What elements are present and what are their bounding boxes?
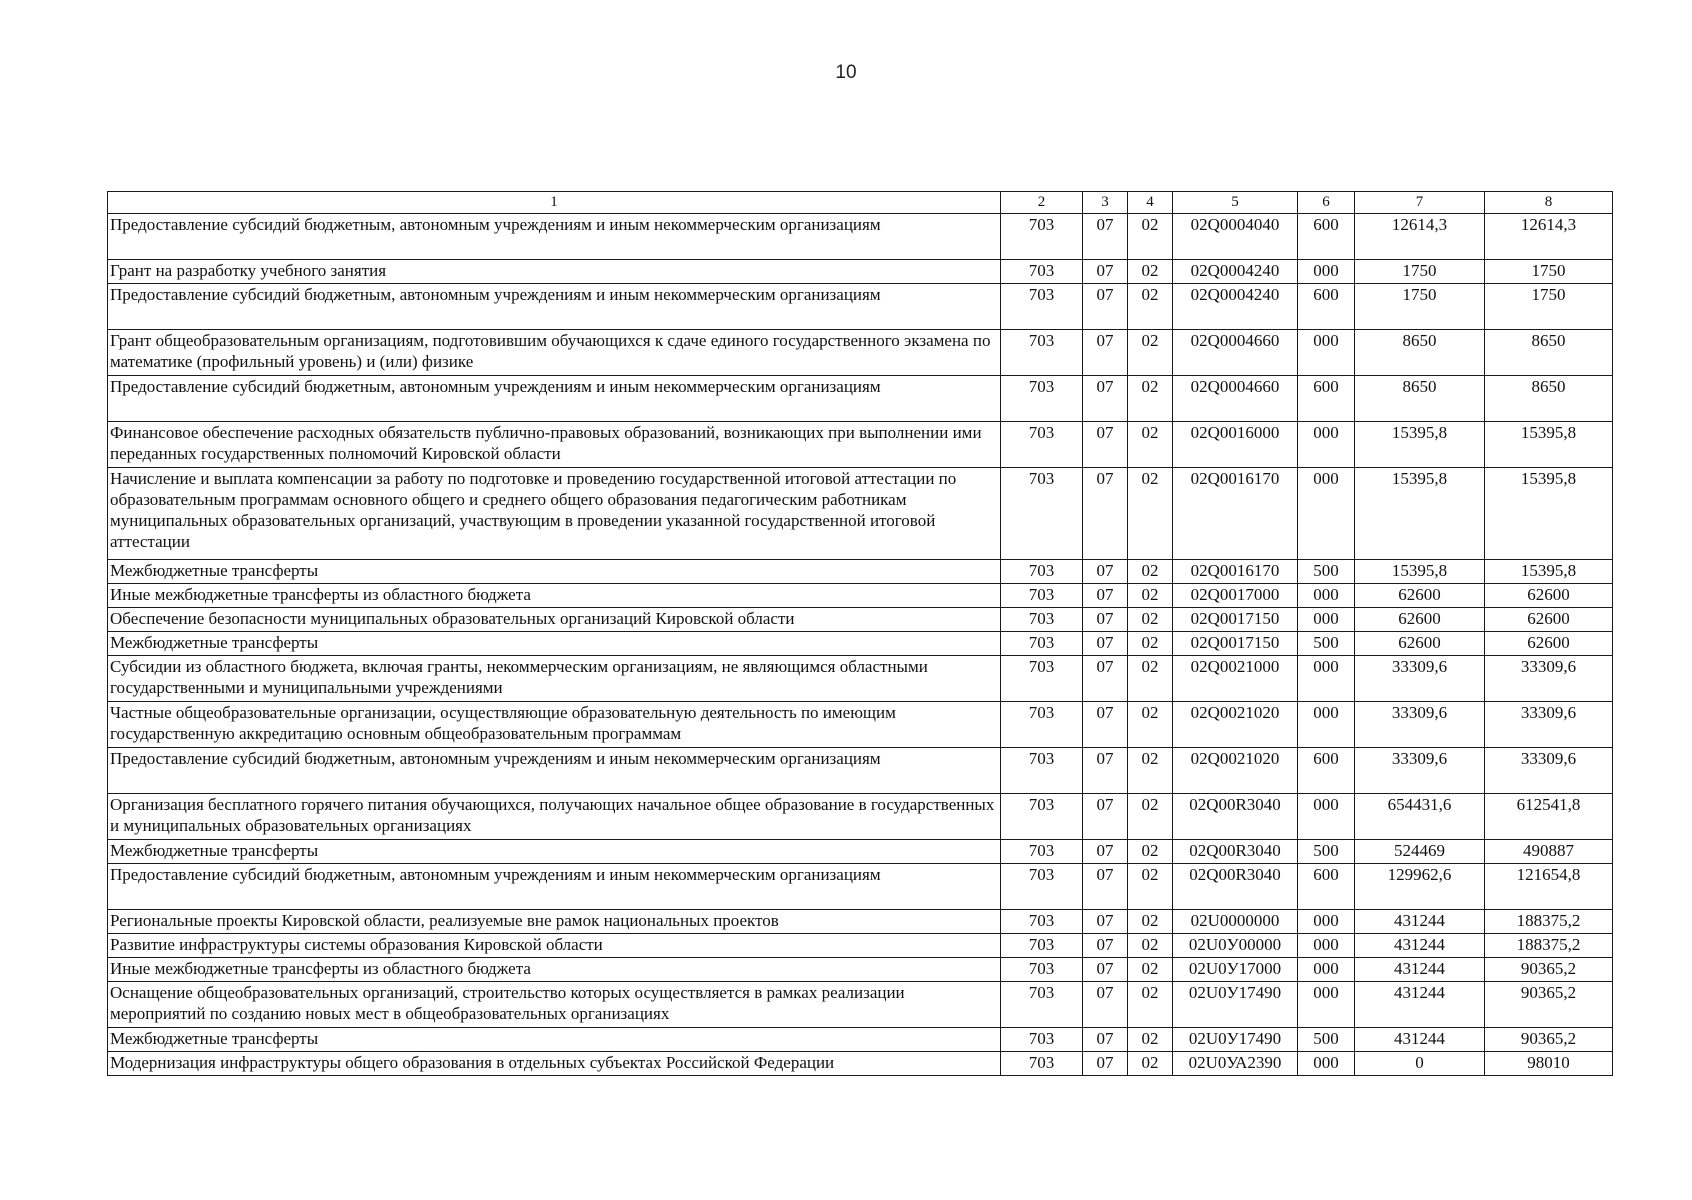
row-value8-cell: 12614,3 — [1485, 214, 1613, 260]
row-col2-cell: 703 — [1001, 608, 1083, 632]
budget-table — [107, 191, 1613, 1076]
row-value7-cell: 33309,6 — [1355, 656, 1485, 702]
row-col6-cell: 000 — [1298, 910, 1355, 934]
row-col6-cell: 000 — [1298, 702, 1355, 748]
row-value7-cell: 15395,8 — [1355, 422, 1485, 468]
row-col3-cell: 07 — [1083, 608, 1128, 632]
row-code-cell: 02U0000000 — [1173, 910, 1298, 934]
row-code-cell: 02U0УА2390 — [1173, 1052, 1298, 1076]
row-col3-cell: 07 — [1083, 864, 1128, 910]
row-code-cell: 02Q0004660 — [1173, 330, 1298, 376]
row-code-cell: 02Q00R3040 — [1173, 840, 1298, 864]
row-value7-cell: 431244 — [1355, 910, 1485, 934]
table-row — [108, 468, 1613, 560]
row-col6-cell: 000 — [1298, 584, 1355, 608]
row-col6-cell: 500 — [1298, 560, 1355, 584]
row-code-cell: 02Q0004240 — [1173, 260, 1298, 284]
row-value7-cell: 129962,6 — [1355, 864, 1485, 910]
row-col2-cell: 703 — [1001, 560, 1083, 584]
header-cell-2: 2 — [1001, 192, 1083, 214]
row-col3-cell: 07 — [1083, 982, 1128, 1028]
row-value7-cell: 0 — [1355, 1052, 1485, 1076]
row-name-cell: Финансовое обеспечение расходных обязательств публично-правовых образований, возникающих при выполнении ими переданных государственных полномочий Кировской области — [108, 422, 1001, 468]
row-col2-cell: 703 — [1001, 958, 1083, 982]
table-row — [108, 702, 1613, 748]
table-row — [108, 934, 1613, 958]
row-col4-cell: 02 — [1128, 584, 1173, 608]
row-value8-cell: 15395,8 — [1485, 560, 1613, 584]
row-name-cell: Иные межбюджетные трансферты из областного бюджета — [108, 958, 1001, 982]
row-col4-cell: 02 — [1128, 608, 1173, 632]
row-code-cell: 02Q0017150 — [1173, 632, 1298, 656]
row-col2-cell: 703 — [1001, 910, 1083, 934]
row-col3-cell: 07 — [1083, 260, 1128, 284]
row-col4-cell: 02 — [1128, 656, 1173, 702]
row-name-cell: Предоставление субсидий бюджетным, автономным учреждениям и иным некоммерческим организациям — [108, 214, 1001, 260]
row-col2-cell: 703 — [1001, 1028, 1083, 1052]
row-col4-cell: 02 — [1128, 260, 1173, 284]
row-col3-cell: 07 — [1083, 840, 1128, 864]
row-value8-cell: 1750 — [1485, 284, 1613, 330]
row-col4-cell: 02 — [1128, 422, 1173, 468]
row-col3-cell: 07 — [1083, 468, 1128, 560]
row-col4-cell: 02 — [1128, 982, 1173, 1028]
row-col6-cell: 600 — [1298, 864, 1355, 910]
row-col3-cell: 07 — [1083, 584, 1128, 608]
row-col4-cell: 02 — [1128, 1028, 1173, 1052]
row-col3-cell: 07 — [1083, 560, 1128, 584]
row-col6-cell: 000 — [1298, 468, 1355, 560]
row-col2-cell: 703 — [1001, 656, 1083, 702]
row-name-cell: Начисление и выплата компенсации за работу по подготовке и проведению государственной итоговой аттестации по образовательным программам основного общего и среднего общего образования педагогическим работникам муниципальных образовательных организаций, участвующим в проведении указанной государственной итоговой аттестации — [108, 468, 1001, 560]
row-col6-cell: 600 — [1298, 376, 1355, 422]
row-code-cell: 02Q00R3040 — [1173, 794, 1298, 840]
row-col4-cell: 02 — [1128, 632, 1173, 656]
row-value7-cell: 1750 — [1355, 284, 1485, 330]
row-col6-cell: 500 — [1298, 840, 1355, 864]
table-row — [108, 1028, 1613, 1052]
row-name-cell: Организация бесплатного горячего питания обучающихся, получающих начальное общее образование в государственных и муниципальных образовательных организациях — [108, 794, 1001, 840]
header-cell-6: 6 — [1298, 192, 1355, 214]
row-col2-cell: 703 — [1001, 260, 1083, 284]
row-col3-cell: 07 — [1083, 934, 1128, 958]
row-name-cell: Межбюджетные трансферты — [108, 840, 1001, 864]
row-value7-cell: 654431,6 — [1355, 794, 1485, 840]
row-value7-cell: 33309,6 — [1355, 702, 1485, 748]
row-value8-cell: 62600 — [1485, 584, 1613, 608]
row-value7-cell: 62600 — [1355, 584, 1485, 608]
row-name-cell: Межбюджетные трансферты — [108, 560, 1001, 584]
table-row — [108, 794, 1613, 840]
row-col4-cell: 02 — [1128, 748, 1173, 794]
row-col6-cell: 600 — [1298, 284, 1355, 330]
row-code-cell: 02U0У17490 — [1173, 982, 1298, 1028]
row-col3-cell: 07 — [1083, 748, 1128, 794]
row-col2-cell: 703 — [1001, 982, 1083, 1028]
table-row — [108, 608, 1613, 632]
row-col2-cell: 703 — [1001, 468, 1083, 560]
row-value7-cell: 15395,8 — [1355, 560, 1485, 584]
table-row — [108, 958, 1613, 982]
row-code-cell: 02Q00R3040 — [1173, 864, 1298, 910]
row-col3-cell: 07 — [1083, 702, 1128, 748]
row-value8-cell: 90365,2 — [1485, 958, 1613, 982]
row-col3-cell: 07 — [1083, 632, 1128, 656]
header-cell-7: 7 — [1355, 192, 1485, 214]
row-name-cell: Предоставление субсидий бюджетным, автономным учреждениям и иным некоммерческим организациям — [108, 284, 1001, 330]
row-col4-cell: 02 — [1128, 702, 1173, 748]
row-col2-cell: 703 — [1001, 702, 1083, 748]
row-name-cell: Предоставление субсидий бюджетным, автономным учреждениям и иным некоммерческим организациям — [108, 864, 1001, 910]
row-value8-cell: 62600 — [1485, 632, 1613, 656]
row-col2-cell: 703 — [1001, 330, 1083, 376]
row-col6-cell: 600 — [1298, 748, 1355, 794]
row-name-cell: Иные межбюджетные трансферты из областного бюджета — [108, 584, 1001, 608]
row-col4-cell: 02 — [1128, 864, 1173, 910]
row-name-cell: Предоставление субсидий бюджетным, автономным учреждениям и иным некоммерческим организациям — [108, 376, 1001, 422]
row-col6-cell: 000 — [1298, 934, 1355, 958]
row-col4-cell: 02 — [1128, 934, 1173, 958]
row-col2-cell: 703 — [1001, 934, 1083, 958]
row-col6-cell: 000 — [1298, 656, 1355, 702]
row-name-cell: Межбюджетные трансферты — [108, 632, 1001, 656]
table-row — [108, 422, 1613, 468]
table-row — [108, 748, 1613, 794]
row-col6-cell: 600 — [1298, 214, 1355, 260]
row-value8-cell: 490887 — [1485, 840, 1613, 864]
row-value7-cell: 15395,8 — [1355, 468, 1485, 560]
row-col6-cell: 000 — [1298, 982, 1355, 1028]
row-col3-cell: 07 — [1083, 1052, 1128, 1076]
row-code-cell: 02Q0021020 — [1173, 748, 1298, 794]
row-col2-cell: 703 — [1001, 1052, 1083, 1076]
row-col6-cell: 000 — [1298, 1052, 1355, 1076]
row-code-cell: 02Q0017000 — [1173, 584, 1298, 608]
row-col6-cell: 000 — [1298, 608, 1355, 632]
row-value8-cell: 612541,8 — [1485, 794, 1613, 840]
table-row — [108, 376, 1613, 422]
row-value8-cell: 90365,2 — [1485, 1028, 1613, 1052]
row-value7-cell: 62600 — [1355, 608, 1485, 632]
row-code-cell: 02Q0021000 — [1173, 656, 1298, 702]
row-value8-cell: 188375,2 — [1485, 934, 1613, 958]
row-code-cell: 02U0У17000 — [1173, 958, 1298, 982]
row-value7-cell: 431244 — [1355, 958, 1485, 982]
row-value8-cell: 188375,2 — [1485, 910, 1613, 934]
row-code-cell: 02Q0004660 — [1173, 376, 1298, 422]
row-col6-cell: 000 — [1298, 958, 1355, 982]
table-row — [108, 982, 1613, 1028]
table-row — [108, 260, 1613, 284]
row-col3-cell: 07 — [1083, 794, 1128, 840]
header-cell-5: 5 — [1173, 192, 1298, 214]
row-col4-cell: 02 — [1128, 376, 1173, 422]
row-col2-cell: 703 — [1001, 214, 1083, 260]
row-value8-cell: 1750 — [1485, 260, 1613, 284]
row-name-cell: Обеспечение безопасности муниципальных образовательных организаций Кировской области — [108, 608, 1001, 632]
row-code-cell: 02Q0021020 — [1173, 702, 1298, 748]
table-row — [108, 656, 1613, 702]
row-col3-cell: 07 — [1083, 656, 1128, 702]
row-col6-cell: 000 — [1298, 422, 1355, 468]
row-value8-cell: 90365,2 — [1485, 982, 1613, 1028]
table-row — [108, 1052, 1613, 1076]
row-name-cell: Предоставление субсидий бюджетным, автономным учреждениям и иным некоммерческим организациям — [108, 748, 1001, 794]
row-col4-cell: 02 — [1128, 284, 1173, 330]
table-row — [108, 584, 1613, 608]
row-col4-cell: 02 — [1128, 468, 1173, 560]
row-name-cell: Модернизация инфраструктуры общего образования в отдельных субъектах Российской Федерации — [108, 1052, 1001, 1076]
header-row — [108, 192, 1613, 214]
row-value7-cell: 33309,6 — [1355, 748, 1485, 794]
row-value8-cell: 98010 — [1485, 1052, 1613, 1076]
row-code-cell: 02U0У00000 — [1173, 934, 1298, 958]
header-cell-8: 8 — [1485, 192, 1613, 214]
row-code-cell: 02Q0016000 — [1173, 422, 1298, 468]
row-code-cell: 02Q0016170 — [1173, 560, 1298, 584]
row-code-cell: 02Q0004040 — [1173, 214, 1298, 260]
row-col2-cell: 703 — [1001, 376, 1083, 422]
row-col3-cell: 07 — [1083, 330, 1128, 376]
row-col4-cell: 02 — [1128, 958, 1173, 982]
row-value8-cell: 15395,8 — [1485, 468, 1613, 560]
row-value8-cell: 121654,8 — [1485, 864, 1613, 910]
header-cell-1: 1 — [108, 192, 1001, 214]
row-col2-cell: 703 — [1001, 284, 1083, 330]
row-name-cell: Грант общеобразовательным организациям, подготовившим обучающихся к сдаче единого государственного экзамена по математике (профильный уровень) и (или) физике — [108, 330, 1001, 376]
row-name-cell: Оснащение общеобразовательных организаций, строительство которых осуществляется в рамках реализации мероприятий по созданию новых мест в общеобразовательных организациях — [108, 982, 1001, 1028]
row-name-cell: Субсидии из областного бюджета, включая гранты, некоммерческим организациям, не являющимся областными государственными и муниципальными учреждениями — [108, 656, 1001, 702]
row-col2-cell: 703 — [1001, 422, 1083, 468]
row-col3-cell: 07 — [1083, 284, 1128, 330]
row-value7-cell: 8650 — [1355, 330, 1485, 376]
row-col4-cell: 02 — [1128, 840, 1173, 864]
row-value7-cell: 431244 — [1355, 934, 1485, 958]
table-row — [108, 214, 1613, 260]
row-col3-cell: 07 — [1083, 422, 1128, 468]
table-row — [108, 330, 1613, 376]
row-col2-cell: 703 — [1001, 794, 1083, 840]
row-col6-cell: 000 — [1298, 794, 1355, 840]
row-value8-cell: 62600 — [1485, 608, 1613, 632]
row-col3-cell: 07 — [1083, 1028, 1128, 1052]
row-name-cell: Частные общеобразовательные организации, осуществляющие образовательную деятельность по имеющим государственную аккредитацию основным общеобразовательным программам — [108, 702, 1001, 748]
table-row — [108, 840, 1613, 864]
row-value7-cell: 431244 — [1355, 982, 1485, 1028]
row-col4-cell: 02 — [1128, 330, 1173, 376]
row-col6-cell: 500 — [1298, 1028, 1355, 1052]
row-col2-cell: 703 — [1001, 748, 1083, 794]
row-col3-cell: 07 — [1083, 214, 1128, 260]
row-col2-cell: 703 — [1001, 584, 1083, 608]
page-number: 10 — [835, 62, 857, 83]
row-col4-cell: 02 — [1128, 910, 1173, 934]
row-value7-cell: 12614,3 — [1355, 214, 1485, 260]
row-col4-cell: 02 — [1128, 1052, 1173, 1076]
row-name-cell: Региональные проекты Кировской области, реализуемые вне рамок национальных проектов — [108, 910, 1001, 934]
table-row — [108, 560, 1613, 584]
row-col2-cell: 703 — [1001, 632, 1083, 656]
row-code-cell: 02Q0004240 — [1173, 284, 1298, 330]
table-row — [108, 910, 1613, 934]
header-cell-3: 3 — [1083, 192, 1128, 214]
row-value8-cell: 33309,6 — [1485, 702, 1613, 748]
row-code-cell: 02U0У17490 — [1173, 1028, 1298, 1052]
row-col4-cell: 02 — [1128, 214, 1173, 260]
row-col6-cell: 000 — [1298, 260, 1355, 284]
row-col2-cell: 703 — [1001, 864, 1083, 910]
row-col4-cell: 02 — [1128, 560, 1173, 584]
row-col2-cell: 703 — [1001, 840, 1083, 864]
table-row — [108, 864, 1613, 910]
row-value8-cell: 33309,6 — [1485, 656, 1613, 702]
row-value7-cell: 8650 — [1355, 376, 1485, 422]
row-name-cell: Межбюджетные трансферты — [108, 1028, 1001, 1052]
row-value7-cell: 431244 — [1355, 1028, 1485, 1052]
header-cell-4: 4 — [1128, 192, 1173, 214]
table-row — [108, 284, 1613, 330]
row-name-cell: Грант на разработку учебного занятия — [108, 260, 1001, 284]
row-col3-cell: 07 — [1083, 910, 1128, 934]
row-value7-cell: 62600 — [1355, 632, 1485, 656]
table-row — [108, 632, 1613, 656]
row-value8-cell: 33309,6 — [1485, 748, 1613, 794]
row-name-cell: Развитие инфраструктуры системы образования Кировской области — [108, 934, 1001, 958]
row-col6-cell: 000 — [1298, 330, 1355, 376]
row-col4-cell: 02 — [1128, 794, 1173, 840]
row-value7-cell: 1750 — [1355, 260, 1485, 284]
row-value8-cell: 8650 — [1485, 376, 1613, 422]
row-col3-cell: 07 — [1083, 958, 1128, 982]
row-value8-cell: 8650 — [1485, 330, 1613, 376]
row-col3-cell: 07 — [1083, 376, 1128, 422]
row-col6-cell: 500 — [1298, 632, 1355, 656]
row-code-cell: 02Q0016170 — [1173, 468, 1298, 560]
row-value7-cell: 524469 — [1355, 840, 1485, 864]
row-value8-cell: 15395,8 — [1485, 422, 1613, 468]
row-code-cell: 02Q0017150 — [1173, 608, 1298, 632]
